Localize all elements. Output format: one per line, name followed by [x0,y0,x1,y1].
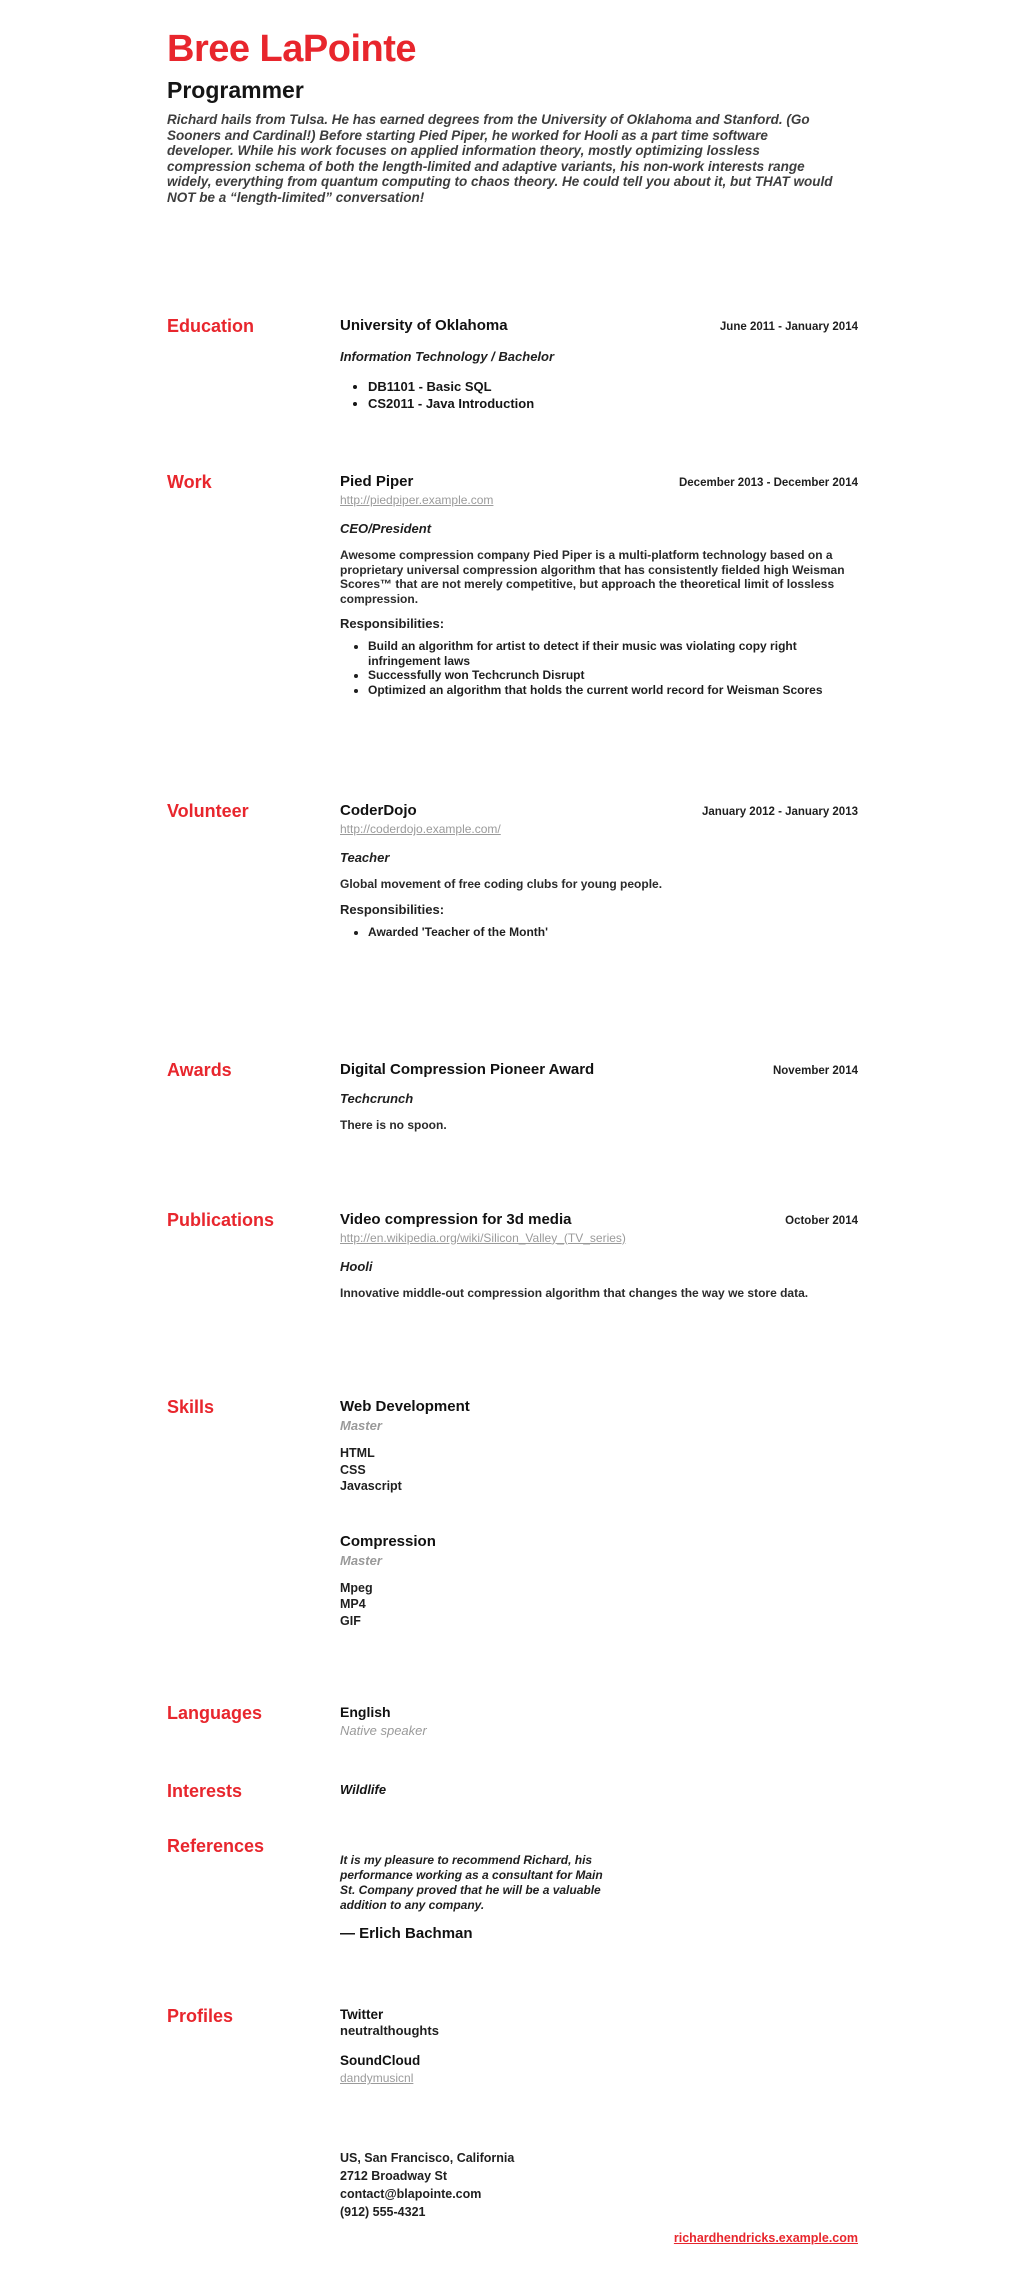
work-company: Pied Piper [340,473,414,491]
publication-name: Video compression for 3d media [340,1210,572,1228]
interests-section [167,1782,858,1802]
contact-phone: (912) 555-4321 [340,2204,426,2219]
section-heading-languages: Languages [167,1703,263,1724]
section-heading-awards: Awards [167,1060,232,1081]
publication-date: October 2014 [785,1214,858,1227]
volunteer-section [167,802,858,939]
work-section [167,473,858,697]
profiles-section [167,2007,858,2087]
resume-page [167,0,858,2285]
work-summary: Awesome compression company Pied Piper is a multi-platform technology based on a proprietary universal compression algorithm that has consistently fielded high Weisman Scores™ that are not merely competitive, but approach the theoretical limit of lossless compression. [340,548,845,606]
skill-keyword-list [340,1580,858,1630]
profile-soundcloud [340,2053,858,2087]
award-item-header [340,1061,858,1079]
skill-keyword: MP4 [340,1597,366,1612]
volunteer-item-header [340,802,858,820]
skill-keyword: HTML [340,1446,375,1461]
reference-quote: It is my pleasure to recommend Richard, his performance working as a consultant for Main St. Company proved that he will be a valuable addition to any company. [340,1852,603,1912]
section-heading-work: Work [167,472,212,493]
work-responsibilities-label: Responsibilities: [340,616,445,632]
skill-name: Compression [340,1532,436,1550]
section-heading-publications: Publications [167,1209,275,1230]
skill-keyword: CSS [340,1462,366,1477]
publication-summary: Innovative middle-out compression algorithm that changes the way we store data. [340,1285,809,1300]
section-heading-interests: Interests [167,1781,243,1802]
course-list [340,378,858,412]
contact-block [340,2149,858,2221]
education-institution: University of Oklahoma [340,317,508,335]
work-item-header [340,473,858,491]
course-item: • CS2011 - Java Introduction [368,395,858,412]
language-fluency: Native speaker [340,1723,427,1739]
website-line [167,2229,858,2247]
skills-section [167,1398,858,1629]
section-heading-education: Education [167,316,255,337]
education-section [167,317,858,412]
resume-header [167,30,858,205]
awards-section [167,1061,858,1133]
work-url-link[interactable]: http://piedpiper.example.com [340,493,494,508]
highlight-item: • Build an algorithm for artist to detect if their music was violating copy right infringement laws [368,639,858,668]
volunteer-date: January 2012 - January 2013 [702,806,858,819]
profile-summary: Richard hails from Tulsa. He has earned degrees from the University of Oklahoma and Stanford. (Go Sooners and Cardinal!) Before starting Pied Piper, he worked for Hooli as a part time software developer. While his work focuses on applied information theory, mostly optimizing lossless compression schema of both the length-limited and adaptive variants, his non-work interests range widely, everything from quantum computing to chaos theory. He could tell you about it, but THAT would NOT be a “length-limited” conversation! [167,112,833,205]
section-heading-skills: Skills [167,1397,215,1418]
section-heading-volunteer: Volunteer [167,801,249,822]
award-title: Digital Compression Pioneer Award [340,1061,595,1079]
course-item: • DB1101 - Basic SQL [368,378,858,395]
highlight-item: • Awarded 'Teacher of the Month' [368,925,858,940]
section-heading-profiles: Profiles [167,2005,234,2026]
contact-email: contact@blapointe.com [340,2186,482,2201]
profile-network: Twitter [340,2006,384,2022]
languages-section [167,1704,858,1738]
education-date: June 2011 - January 2014 [719,321,858,334]
award-date: November 2014 [772,1065,858,1078]
volunteer-summary: Global movement of free coding clubs for young people. [340,877,663,892]
work-date: December 2013 - December 2014 [678,477,858,490]
website-link[interactable]: richardhendricks.example.com [673,2230,858,2245]
award-summary: There is no spoon. [340,1118,447,1133]
volunteer-responsibilities-label: Responsibilities: [340,901,445,917]
skill-keyword: Mpeg [340,1580,373,1595]
profile-username: neutralthoughts [340,2022,439,2038]
job-title: Programmer [167,77,304,103]
publications-section [167,1211,858,1301]
volunteer-highlight-list [340,925,858,940]
skill-level: Master [340,1552,382,1568]
skill-keyword-list [340,1445,858,1495]
references-section [167,1837,858,1942]
award-awarder: Techcrunch [340,1091,414,1107]
reference-name: — Erlich Bachman [340,1924,473,1942]
skill-keyword: GIF [340,1613,361,1628]
language-name: English [340,1704,391,1721]
page-title: Bree LaPointe [167,28,417,70]
work-highlight-list [340,639,858,697]
profile-network: SoundCloud [340,2052,421,2068]
volunteer-organization: CoderDojo [340,802,417,820]
skill-name: Web Development [340,1398,470,1416]
profile-username-link[interactable]: dandymusicnl [340,2070,414,2085]
volunteer-url-link[interactable]: http://coderdojo.example.com/ [340,822,501,837]
publication-publisher: Hooli [340,1258,373,1274]
skill-group [340,1533,858,1630]
section-heading-references: References [167,1835,265,1856]
contact-location: US, San Francisco, California [340,2150,515,2165]
contact-address: 2712 Broadway St [340,2168,447,2183]
publication-item-header [340,1211,858,1229]
volunteer-position: Teacher [340,850,390,866]
profile-twitter [340,2007,858,2039]
education-area: Information Technology / Bachelor [340,349,555,365]
skill-group [340,1398,858,1495]
skill-level: Master [340,1418,382,1434]
interest-name: Wildlife [340,1782,387,1798]
highlight-item: • Successfully won Techcrunch Disrupt [368,668,858,683]
work-position: CEO/President [340,521,432,537]
education-item-header [340,317,858,335]
publication-url-link[interactable]: http://en.wikipedia.org/wiki/Silicon_Valley_(TV_series) [340,1230,626,1245]
skill-keyword: Javascript [340,1479,402,1494]
highlight-item: • Optimized an algorithm that holds the current world record for Weisman Scores [368,683,858,698]
